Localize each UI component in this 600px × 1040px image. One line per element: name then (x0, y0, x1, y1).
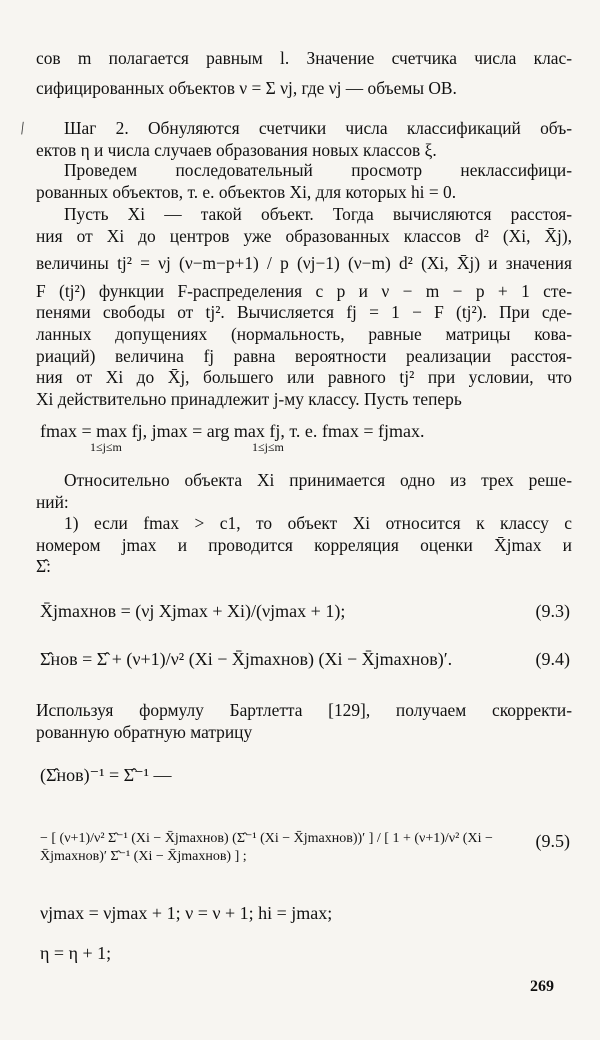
paragraph-bartlett (36, 700, 572, 743)
paragraph-scan (36, 160, 572, 203)
text-line: Пусть Xi — такой объект. Тогда вычисляются расстоя- (64, 204, 572, 224)
update-eta (40, 942, 570, 964)
text-line: рованную обратную матрицу (36, 721, 253, 742)
equation-9-5-number: (9.5) (535, 831, 570, 851)
equation-9-3-number: (9.3) (535, 601, 570, 621)
text-line: Шаг 2. Обнуляются счетчики числа классификаций объ- (64, 118, 572, 138)
text-line-formula: величины tj² = νj (ν−m−p+1) / p (νj−1) (ν−m) d² (Xi, X̄j) и значения (36, 253, 572, 274)
equation-9-5-body: − [ (ν+1)/ν² Σ̂⁻¹ (Xi − X̄jmaxнов) (Σ̂⁻¹ (Xi − X̄jmaxнов))′ ] / [ 1 + (ν+1)/ν² (Xi − X̄jmaxнов)′ Σ̂⁻¹ (Xi − X̄jmaxнов) ] ; (40, 831, 493, 864)
text-line: ектов η и числа случаев образования новых классов ξ. (36, 139, 437, 160)
text-line: Проведем последовательный просмотр неклассифици- (64, 160, 572, 180)
page-number: 269 (530, 978, 554, 995)
paragraph-step-2 (36, 118, 572, 161)
equation-9-5 (40, 830, 510, 866)
text-line: сов m полагается равным l. Значение счетчика числа клас- (36, 48, 572, 68)
subscript-range: 1≤j≤m (90, 440, 122, 454)
text-line: Используя формулу Бартлетта [129], получаем скорректи- (36, 700, 572, 720)
text-line: рованных объектов, т. е. объектов Xi, для которых hi = 0. (36, 181, 457, 202)
equation-9-5-lhs-body: (Σ̂нов)⁻¹ = Σ̂⁻¹ — (40, 765, 172, 785)
text-line: Xi действительно принадлежит j-му классу. Пусть теперь (36, 388, 462, 409)
text-line: Относительно объекта Xi принимается одно из трех реше- (64, 470, 572, 490)
equation-9-4-number: (9.4) (535, 649, 570, 669)
margin-mark: / (17, 117, 27, 139)
equation-9-4-body: Σ̂нов = Σ̂ + (ν+1)/ν² (Xi − X̄jmaxнов) (Xi − X̄jmaxнов)′. (40, 649, 453, 669)
text-line: ния от Xi до центров уже образованных классов d² (Xi, X̄j), (36, 225, 572, 246)
update-assignments-body: νjmax = νjmax + 1; ν = ν + 1; hi = jmax; (40, 903, 333, 923)
paragraph-distances (36, 204, 572, 410)
subscript-range: 1≤j≤m (252, 440, 284, 454)
text-line: риаций) величина fj равна вероятности реализации расстоя- (36, 345, 572, 366)
text-line: Σ̂: (36, 556, 51, 577)
paragraph-decisions (36, 470, 572, 578)
update-assignments (40, 902, 570, 924)
text-line: сифицированных объектов ν = Σ νj, где νj — объемы ОВ. (36, 77, 457, 98)
text-line: F (tj²) функции F-распределения с p и ν − m − p + 1 сте- (36, 280, 572, 301)
text-line: номером jmax и проводится корреляция оценки X̄jmax и (36, 534, 572, 555)
formula-fmax-text: fmax = max fj, jmax = arg max fj, т. е. fmax = fjmax. (40, 421, 425, 441)
text-line: ний: (36, 491, 69, 512)
equation-9-5-lhs (40, 764, 570, 786)
update-eta-body: η = η + 1; (40, 943, 112, 963)
equation-9-3 (40, 600, 570, 622)
equation-9-4 (40, 648, 570, 670)
equation-9-3-body: X̄jmaxнов = (νj Xjmax + Xi)/(νjmax + 1); (40, 601, 346, 621)
paragraph-continuation (36, 48, 572, 99)
text-line: 1) если fmax > c1, то объект Xi относится к классу с (64, 513, 572, 534)
text-line: ланных допущениях (нормальность, равные матрицы кова- (36, 323, 572, 344)
formula-fmax (40, 420, 570, 442)
text-line: ния от Xi до X̄j, большего или равного tj² при условии, что (36, 367, 572, 388)
text-line: пенями свободы от tj². Вычисляется fj = 1 − F (tj²). При сде- (36, 302, 572, 323)
